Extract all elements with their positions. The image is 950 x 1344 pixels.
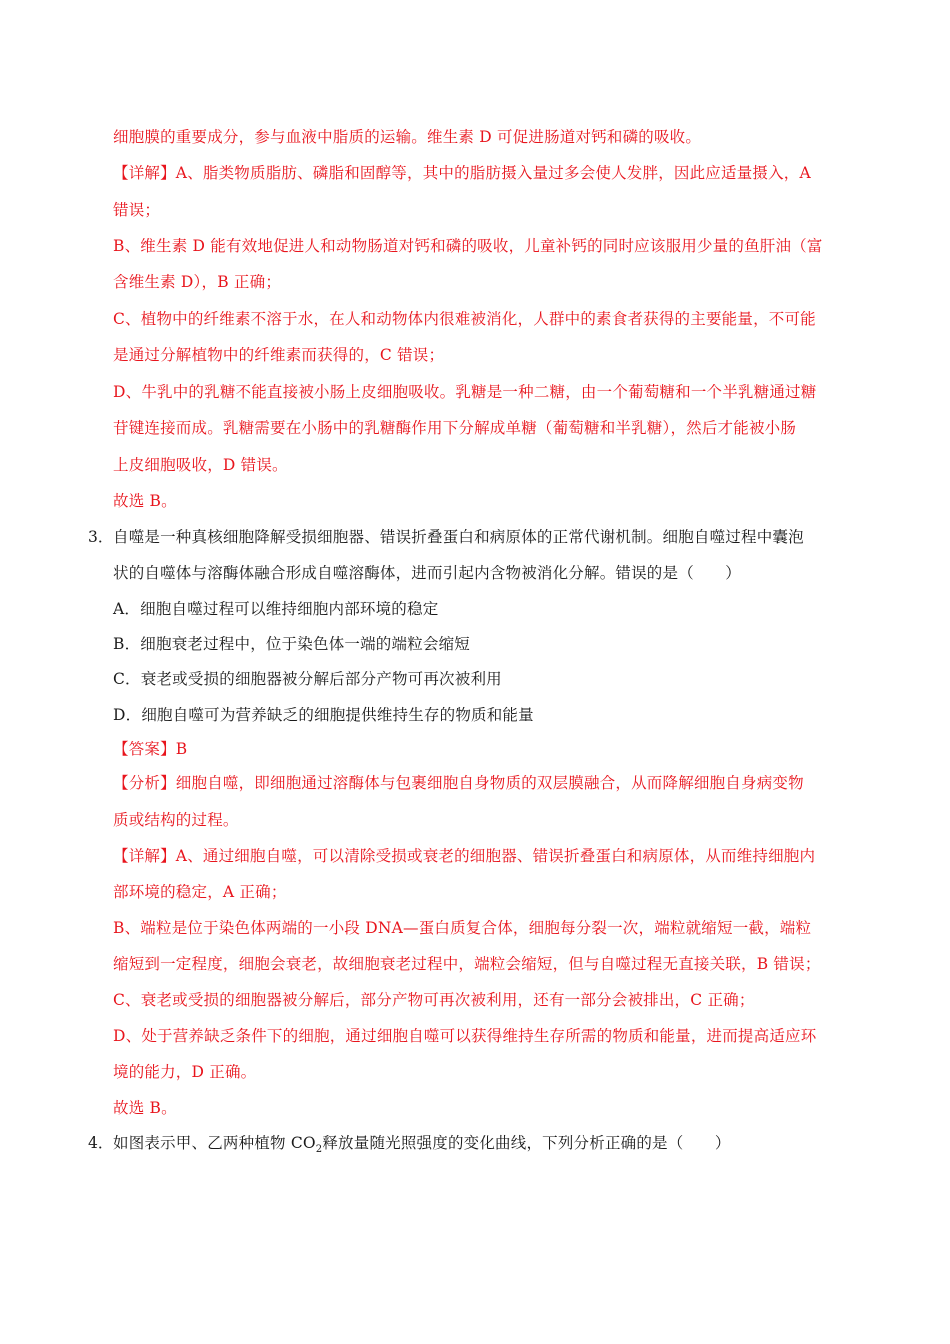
q2-detail-a-line1: 【详解】A、脂类物质脂肪、磷脂和固醇等，其中的脂肪摄入量过多会使人发胖，因此应适量摄入，A — [113, 164, 811, 182]
q4-number: 4． — [88, 1134, 114, 1152]
q2-detail-c-line2: 是通过分解植物中的纤维素而获得的，C 错误； — [113, 346, 445, 364]
q3-detail-b-line2: 缩短到一定程度，细胞会衰老，故细胞衰老过程中，端粒会缩短，但与自噬过程无直接关联，B 错误； — [113, 955, 821, 973]
q4-stem-prefix: 如图表示甲、乙两种植物 CO — [113, 1134, 316, 1152]
q3-number: 3． — [88, 528, 114, 546]
q2-detail-b-line2: 含维生素 D），B 正确； — [113, 273, 282, 291]
q2-detail-d-line3: 上皮细胞吸收，D 错误。 — [113, 456, 288, 474]
q3-detail-d-line2: 境的能力，D 正确。 — [113, 1063, 257, 1081]
q3-conclusion: 故选 B。 — [113, 1099, 177, 1117]
q3-option-d: D．细胞自噬可为营养缺乏的细胞提供维持生存的物质和能量 — [113, 706, 534, 724]
q3-detail-d-line1: D、处于营养缺乏条件下的细胞，通过细胞自噬可以获得维持生存所需的物质和能量，进而提高适应环 — [113, 1027, 817, 1045]
q2-conclusion: 故选 B。 — [113, 492, 177, 510]
q3-detail-a-line2: 部环境的稳定，A 正确； — [113, 883, 287, 901]
q2-detail-a-line2: 错误； — [113, 201, 161, 219]
q3-detail-c-line1: C、衰老或受损的细胞器被分解后，部分产物可再次被利用，还有一部分会被排出，C 正确； — [113, 991, 755, 1009]
q3-option-c: C．衰老或受损的细胞器被分解后部分产物可再次被利用 — [113, 670, 502, 688]
q4-stem-subscript: 2 — [315, 1144, 323, 1156]
q3-option-a: A．细胞自噬过程可以维持细胞内部环境的稳定 — [113, 600, 439, 618]
q2-detail-c-line1: C、植物中的纤维素不溶于水，在人和动物体内很难被消化，人群中的素食者获得的主要能量，不可能 — [113, 310, 816, 328]
q3-detail-a-line1: 【详解】A、通过细胞自噬，可以清除受损或衰老的细胞器、错误折叠蛋白和病原体，从而维持细胞内 — [113, 847, 816, 865]
q3-answer: 【答案】B — [113, 740, 188, 758]
q3-detail-b-line1: B、端粒是位于染色体两端的一小段 DNA—蛋白质复合体，细胞每分裂一次，端粒就缩短一截，端粒 — [113, 919, 812, 937]
q3-stem-line1: 自噬是一种真核细胞降解受损细胞器、错误折叠蛋白和病原体的正常代谢机制。细胞自噬过程中囊泡 — [113, 528, 804, 546]
q3-analysis-line2: 质或结构的过程。 — [113, 811, 239, 829]
q3-option-b: B．细胞衰老过程中，位于染色体一端的端粒会缩短 — [113, 635, 470, 653]
q3-stem-line2: 状的自噬体与溶酶体融合形成自噬溶酶体，进而引起内含物被消化分解。错误的是（ ） — [113, 564, 742, 582]
q2-detail-d-line1: D、牛乳中的乳糖不能直接被小肠上皮细胞吸收。乳糖是一种二糖，由一个葡萄糖和一个半乳糖通过糖 — [113, 383, 817, 401]
q2-detail-b-line1: B、维生素 D 能有效地促进人和动物肠道对钙和磷的吸收，儿童补钙的同时应该服用少量的鱼肝油（富 — [113, 237, 823, 255]
q2-detail-d-line2: 苷键连接而成。乳糖需要在小肠中的乳糖酶作用下分解成单糖（葡萄糖和半乳糖），然后才能被小肠 — [113, 419, 797, 437]
q2-explanation-line: 细胞膜的重要成分，参与血液中脂质的运输。维生素 D 可促进肠道对钙和磷的吸收。 — [113, 128, 702, 146]
q4-stem-suffix: 释放量随光照强度的变化曲线，下列分析正确的是（ ） — [322, 1134, 731, 1152]
q3-analysis-line1: 【分析】细胞自噬，即细胞通过溶酶体与包裹细胞自身物质的双层膜融合，从而降解细胞自身病变物 — [113, 774, 804, 792]
q4-stem — [113, 1133, 873, 1160]
